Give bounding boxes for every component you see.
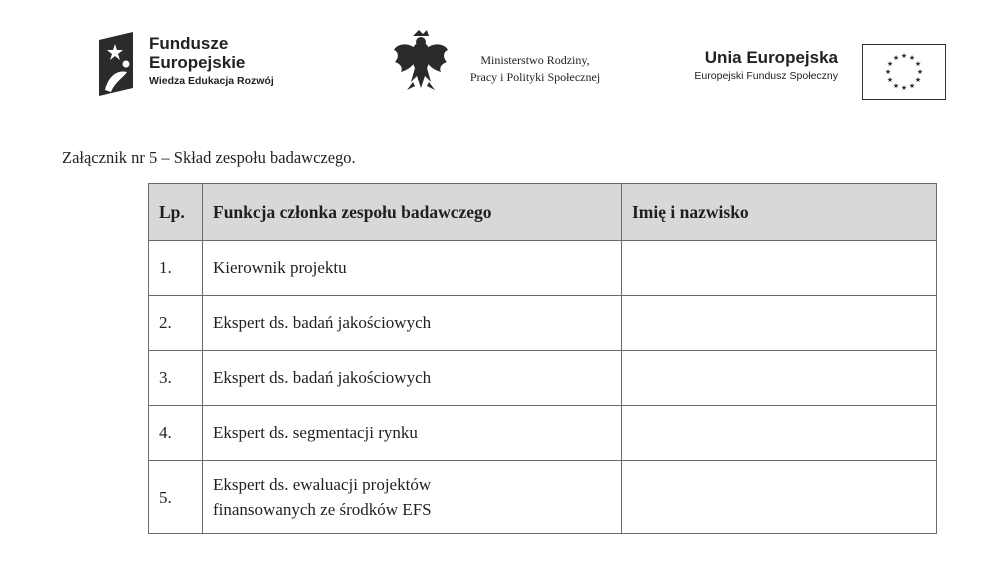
row-lp: 2. (149, 296, 203, 351)
table-row (149, 461, 937, 534)
svg-text:★: ★ (900, 84, 908, 92)
row-function-line2: finansowanych ze środków EFS (213, 500, 432, 519)
row-lp: 5. (149, 461, 203, 534)
table-row (149, 406, 937, 461)
fe-logo-line2: Europejskie (149, 53, 246, 72)
svg-text:★: ★ (900, 52, 908, 60)
row-function: Ekspert ds. segmentacji rynku (203, 406, 622, 461)
svg-text:★: ★ (886, 60, 894, 68)
row-name (622, 461, 937, 534)
eu-flag (862, 44, 946, 100)
row-function: Kierownik projektu (203, 241, 622, 296)
document-caption: Załącznik nr 5 – Skład zespołu badawczego. (62, 148, 356, 167)
svg-text:★: ★ (884, 68, 892, 76)
row-name (622, 351, 937, 406)
svg-text:★: ★ (892, 82, 900, 90)
fe-logo-line1: Fundusze (149, 34, 229, 53)
svg-text:★: ★ (908, 82, 916, 90)
fundusze-europejskie-mark-icon (93, 30, 139, 96)
table-header-row (149, 184, 937, 241)
header-lp: Lp. (149, 184, 203, 241)
row-function (203, 461, 622, 534)
svg-text:★: ★ (908, 54, 916, 62)
table-row (149, 296, 937, 351)
row-function-line1: Ekspert ds. ewaluacji projektów (213, 475, 432, 494)
row-name (622, 296, 937, 351)
row-name (622, 406, 937, 461)
ministry-line2: Pracy i Polityki Społecznej (469, 70, 601, 84)
header-function: Funkcja członka zespołu badawczego (203, 184, 622, 241)
fundusze-europejskie-logo (93, 30, 313, 98)
eu-stars-icon (863, 45, 945, 99)
row-function: Ekspert ds. badań jakościowych (203, 296, 622, 351)
row-name (622, 241, 937, 296)
row-function: Ekspert ds. badań jakościowych (203, 351, 622, 406)
ue-subtitle: Europejski Fundusz Społeczny (694, 70, 838, 82)
header-name: Imię i nazwisko (622, 184, 937, 241)
svg-text:★: ★ (916, 68, 924, 76)
research-team-table (148, 183, 937, 534)
row-lp: 4. (149, 406, 203, 461)
polish-eagle-emblem-icon (393, 30, 449, 94)
svg-text:★: ★ (886, 76, 894, 84)
unia-europejska-logo (664, 44, 964, 104)
ue-title: Unia Europejska (704, 48, 838, 67)
row-lp: 3. (149, 351, 203, 406)
svg-text:★: ★ (914, 76, 922, 84)
table-row (149, 241, 937, 296)
table-row (149, 351, 937, 406)
ministry-logo (393, 28, 623, 100)
svg-text:★: ★ (914, 60, 922, 68)
svg-text:★: ★ (892, 54, 900, 62)
row-lp: 1. (149, 241, 203, 296)
ministry-line1: Ministerstwo Rodziny, (480, 53, 590, 67)
fe-logo-tagline: Wiedza Edukacja Rozwój (149, 75, 274, 87)
